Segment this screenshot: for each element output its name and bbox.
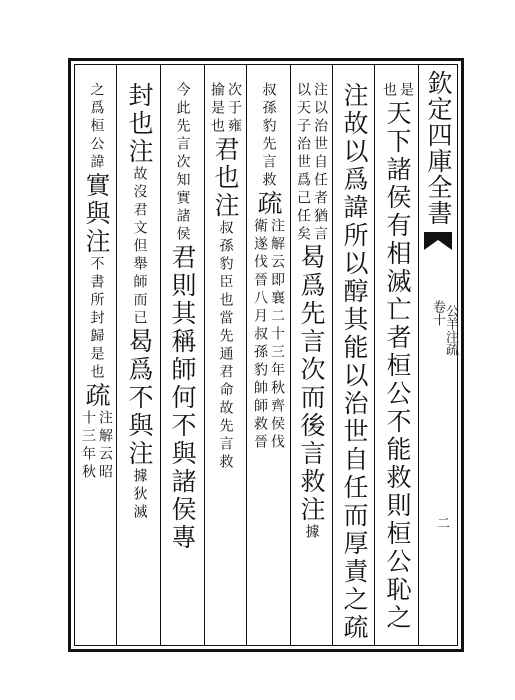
annotation-pair (252, 218, 284, 452)
spine-subtitle: 公羊注疏 (443, 304, 458, 356)
column-rule (204, 64, 205, 646)
text-column (208, 82, 242, 642)
main-text: 疏 (340, 614, 369, 642)
text-column (165, 82, 199, 642)
annotation-text-left: 也 (381, 82, 397, 100)
annotation-text-right: 注解云昭 (97, 410, 113, 482)
main-text: 疏 (82, 382, 111, 410)
main-text: 故以爲諱所以醇其能以治世自任而厚責之 (340, 110, 369, 614)
annotation-text-right: 次于雍 (226, 82, 242, 136)
annotation-pair (295, 82, 327, 244)
column-rule (246, 64, 247, 646)
main-text: 注 (82, 228, 111, 256)
spine-volume: 卷十 (430, 300, 445, 326)
annotation-pair (89, 82, 104, 172)
annotation-text-right: 不書所封歸是也 (88, 256, 105, 382)
text-column (337, 82, 371, 642)
annotation-text-right: 今此先言次知實諸侯 (174, 82, 191, 244)
annotation-pair (132, 166, 147, 328)
annotation-pair (381, 82, 413, 100)
main-text: 注 (297, 496, 326, 524)
main-text: 實與 (82, 172, 111, 228)
text-column (122, 82, 156, 642)
text-column (79, 82, 113, 642)
column-rule (160, 64, 161, 646)
fishtail-ornament-icon (424, 232, 452, 250)
annotation-text-left: 十三年秋 (80, 410, 96, 482)
text-column (380, 82, 414, 642)
annotation-pair (132, 468, 147, 522)
annotation-text-left: 以天子治世爲己任矣 (295, 82, 311, 244)
annotation-pair (261, 82, 276, 190)
spine-title: 欽定四庫全書 (424, 70, 453, 226)
annotation-pair (209, 82, 241, 136)
annotation-pair (304, 524, 319, 542)
annotation-pair (89, 256, 104, 382)
main-text: 注 (340, 82, 369, 110)
annotation-text-right: 之爲桓公諱 (88, 82, 105, 172)
annotation-text-left: 揄是也 (209, 82, 225, 136)
annotation-text-right: 是 (398, 82, 414, 100)
main-text: 天下諸侯有相滅亡者桓公不能救則桓公恥之 (383, 100, 412, 632)
main-text: 曷爲先言次而後言救 (297, 244, 326, 496)
annotation-pair (80, 410, 112, 482)
main-text: 君則其稱師何不與諸侯專 (168, 244, 197, 552)
main-text: 君也 (211, 136, 240, 192)
annotation-text-left: 衛遂伐晉八月叔孫豹帥師救晉 (252, 218, 268, 452)
annotation-text-right: 叔孫豹臣也當先通君命故先言救 (217, 220, 234, 472)
spine-page-number: 二 (434, 516, 449, 529)
annotation-pair (175, 82, 190, 244)
main-text: 注 (211, 192, 240, 220)
annotation-text-right: 故沒君文但舉師而已 (131, 166, 148, 328)
annotation-text-right: 注以治世自任者猶言 (312, 82, 328, 244)
text-column (294, 82, 328, 642)
annotation-text-right: 叔孫豹先言救 (260, 82, 277, 190)
annotation-text-right: 據 (303, 524, 320, 542)
column-rule (116, 64, 117, 646)
main-text: 曷爲不與 (125, 328, 154, 440)
text-column (251, 82, 285, 642)
annotation-pair (218, 220, 233, 472)
main-text: 注 (125, 138, 154, 166)
column-rule (290, 64, 291, 646)
main-text: 封也 (125, 82, 154, 138)
column-rule (332, 64, 333, 646)
annotation-text-right: 據狄滅 (131, 468, 148, 522)
main-text: 疏 (254, 190, 283, 218)
column-rule (374, 64, 375, 646)
main-text: 注 (125, 440, 154, 468)
annotation-text-right: 注解云即襄二十三年秋齊侯伐 (269, 218, 285, 452)
